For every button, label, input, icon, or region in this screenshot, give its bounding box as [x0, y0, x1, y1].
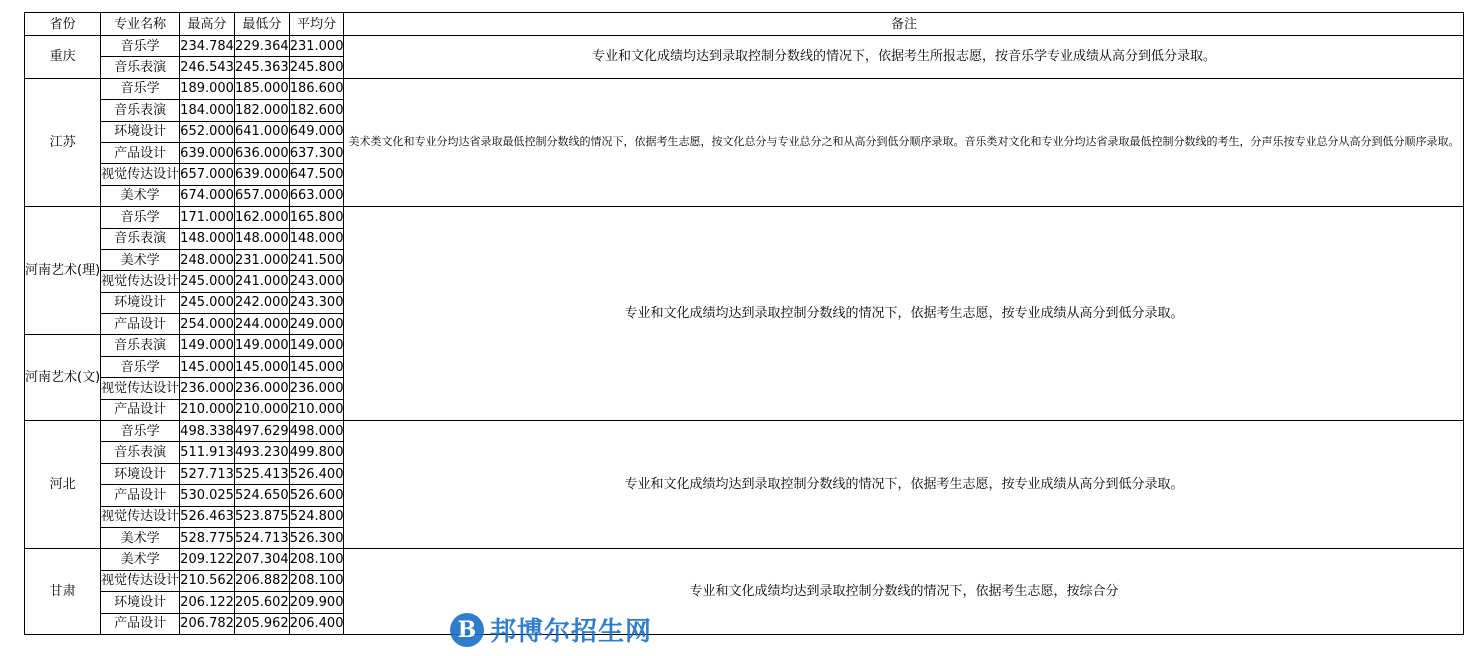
- max-score-cell: 148.000: [180, 228, 235, 249]
- major-cell: 视觉传达设计: [101, 378, 180, 399]
- major-cell: 产品设计: [101, 399, 180, 420]
- remarks-cell: [344, 36, 1464, 79]
- min-score-cell: 229.364: [234, 36, 289, 57]
- min-score-cell: 493.230: [234, 442, 289, 463]
- max-score-cell: 234.784: [180, 36, 235, 57]
- min-score-cell: 148.000: [234, 228, 289, 249]
- major-cell: 环境设计: [101, 463, 180, 484]
- major-cell: 美术学: [101, 549, 180, 570]
- max-score-cell: 639.000: [180, 142, 235, 163]
- major-cell: 音乐表演: [101, 442, 180, 463]
- min-score-cell: 182.000: [234, 100, 289, 121]
- major-cell: 环境设计: [101, 592, 180, 613]
- avg-score-cell: 249.000: [289, 314, 344, 335]
- min-score-cell: 231.000: [234, 249, 289, 270]
- min-score-cell: 205.602: [234, 592, 289, 613]
- avg-score-cell: 210.000: [289, 399, 344, 420]
- max-score-cell: 530.025: [180, 485, 235, 506]
- province-cell: 江苏: [25, 78, 101, 206]
- min-score-cell: 524.713: [234, 527, 289, 548]
- header-min-score: 最低分: [234, 13, 289, 36]
- avg-score-cell: 231.000: [289, 36, 344, 57]
- min-score-cell: 523.875: [234, 506, 289, 527]
- min-score-cell: 244.000: [234, 314, 289, 335]
- min-score-cell: 639.000: [234, 164, 289, 185]
- avg-score-cell: 236.000: [289, 378, 344, 399]
- max-score-cell: 245.000: [180, 271, 235, 292]
- header-avg-score: 平均分: [289, 13, 344, 36]
- score-table: [24, 12, 1464, 635]
- max-score-cell: 245.000: [180, 292, 235, 313]
- province-cell: 河北: [25, 421, 101, 549]
- major-cell: 产品设计: [101, 142, 180, 163]
- watermark-text: 邦博尔招生网: [489, 617, 652, 647]
- remarks-cell: [344, 207, 1464, 421]
- major-cell: 视觉传达设计: [101, 570, 180, 591]
- min-score-cell: 185.000: [234, 78, 289, 99]
- avg-score-cell: 524.800: [289, 506, 344, 527]
- avg-score-cell: 526.300: [289, 527, 344, 548]
- min-score-cell: 206.882: [234, 570, 289, 591]
- avg-score-cell: 182.600: [289, 100, 344, 121]
- major-cell: 音乐表演: [101, 335, 180, 356]
- remarks-cell: [344, 421, 1464, 549]
- remarks-text: 专业和文化成绩均达到录取控制分数线的情况下，依据考生志愿，按专业成绩从高分到低分录取。: [624, 306, 1184, 322]
- avg-score-cell: 498.000: [289, 421, 344, 442]
- min-score-cell: 207.304: [234, 549, 289, 570]
- avg-score-cell: 499.800: [289, 442, 344, 463]
- major-cell: 音乐学: [101, 207, 180, 228]
- min-score-cell: 205.962: [234, 613, 289, 634]
- major-cell: 音乐学: [101, 421, 180, 442]
- remarks-text: 专业和文化成绩均达到录取控制分数线的情况下，依据考生所报志愿，按音乐学专业成绩从高分到低分录取。: [591, 49, 1216, 65]
- remarks-text: 专业和文化成绩均达到录取控制分数线的情况下，依据考生志愿，按专业成绩从高分到低分录取。: [624, 477, 1184, 493]
- max-score-cell: 527.713: [180, 463, 235, 484]
- major-cell: 视觉传达设计: [101, 506, 180, 527]
- max-score-cell: 674.000: [180, 185, 235, 206]
- major-cell: 视觉传达设计: [101, 164, 180, 185]
- major-cell: 产品设计: [101, 485, 180, 506]
- avg-score-cell: 647.500: [289, 164, 344, 185]
- major-cell: 音乐表演: [101, 228, 180, 249]
- max-score-cell: 210.562: [180, 570, 235, 591]
- max-score-cell: 248.000: [180, 249, 235, 270]
- max-score-cell: 210.000: [180, 399, 235, 420]
- max-score-cell: 206.782: [180, 613, 235, 634]
- min-score-cell: 641.000: [234, 121, 289, 142]
- max-score-cell: 254.000: [180, 314, 235, 335]
- avg-score-cell: 165.800: [289, 207, 344, 228]
- table-row: [25, 78, 1464, 99]
- major-cell: 美术学: [101, 249, 180, 270]
- remarks-cell: [344, 78, 1464, 206]
- header-remarks: 备注: [344, 13, 1464, 36]
- major-cell: 美术学: [101, 185, 180, 206]
- max-score-cell: 526.463: [180, 506, 235, 527]
- avg-score-cell: 208.100: [289, 549, 344, 570]
- avg-score-cell: 145.000: [289, 356, 344, 377]
- avg-score-cell: 148.000: [289, 228, 344, 249]
- table-row: [25, 36, 1464, 57]
- avg-score-cell: 526.400: [289, 463, 344, 484]
- min-score-cell: 145.000: [234, 356, 289, 377]
- table-row: [25, 421, 1464, 442]
- max-score-cell: 145.000: [180, 356, 235, 377]
- max-score-cell: 498.338: [180, 421, 235, 442]
- province-cell: 河南艺术(文): [25, 335, 101, 421]
- max-score-cell: 246.543: [180, 57, 235, 78]
- header-major: 专业名称: [101, 13, 180, 36]
- remarks-text: 专业和文化成绩均达到录取控制分数线的情况下，依据考生志愿，按综合分: [689, 584, 1119, 600]
- major-cell: 产品设计: [101, 613, 180, 634]
- header-province: 省份: [25, 13, 101, 36]
- max-score-cell: 528.775: [180, 527, 235, 548]
- avg-score-cell: 206.400: [289, 613, 344, 634]
- max-score-cell: 236.000: [180, 378, 235, 399]
- major-cell: 音乐学: [101, 78, 180, 99]
- major-cell: 音乐表演: [101, 57, 180, 78]
- major-cell: 音乐学: [101, 356, 180, 377]
- major-cell: 音乐表演: [101, 100, 180, 121]
- min-score-cell: 210.000: [234, 399, 289, 420]
- province-cell: 河南艺术(理): [25, 207, 101, 335]
- avg-score-cell: 649.000: [289, 121, 344, 142]
- min-score-cell: 497.629: [234, 421, 289, 442]
- watermark-logo-icon: B: [450, 613, 484, 647]
- major-cell: 视觉传达设计: [101, 271, 180, 292]
- avg-score-cell: 149.000: [289, 335, 344, 356]
- province-cell: 重庆: [25, 36, 101, 79]
- table-row: [25, 207, 1464, 228]
- min-score-cell: 525.413: [234, 463, 289, 484]
- major-cell: 环境设计: [101, 292, 180, 313]
- min-score-cell: 241.000: [234, 271, 289, 292]
- min-score-cell: 636.000: [234, 142, 289, 163]
- avg-score-cell: 208.100: [289, 570, 344, 591]
- province-cell: 甘肃: [25, 549, 101, 635]
- max-score-cell: 206.122: [180, 592, 235, 613]
- table-row: [25, 549, 1464, 570]
- avg-score-cell: 186.600: [289, 78, 344, 99]
- min-score-cell: 236.000: [234, 378, 289, 399]
- min-score-cell: 242.000: [234, 292, 289, 313]
- avg-score-cell: 245.800: [289, 57, 344, 78]
- avg-score-cell: 243.000: [289, 271, 344, 292]
- major-cell: 音乐学: [101, 36, 180, 57]
- max-score-cell: 657.000: [180, 164, 235, 185]
- avg-score-cell: 637.300: [289, 142, 344, 163]
- min-score-cell: 657.000: [234, 185, 289, 206]
- max-score-cell: 652.000: [180, 121, 235, 142]
- min-score-cell: 524.650: [234, 485, 289, 506]
- max-score-cell: 209.122: [180, 549, 235, 570]
- avg-score-cell: 526.600: [289, 485, 344, 506]
- max-score-cell: 189.000: [180, 78, 235, 99]
- avg-score-cell: 209.900: [289, 592, 344, 613]
- max-score-cell: 511.913: [180, 442, 235, 463]
- watermark: [450, 611, 652, 648]
- avg-score-cell: 241.500: [289, 249, 344, 270]
- major-cell: 美术学: [101, 527, 180, 548]
- max-score-cell: 171.000: [180, 207, 235, 228]
- avg-score-cell: 663.000: [289, 185, 344, 206]
- avg-score-cell: 243.300: [289, 292, 344, 313]
- header-max-score: 最高分: [180, 13, 235, 36]
- min-score-cell: 245.363: [234, 57, 289, 78]
- major-cell: 环境设计: [101, 121, 180, 142]
- min-score-cell: 162.000: [234, 207, 289, 228]
- min-score-cell: 149.000: [234, 335, 289, 356]
- max-score-cell: 184.000: [180, 100, 235, 121]
- remarks-text: 美术类文化和专业分均达省录取最低控制分数线的情况下，依据考生志愿，按文化总分与专业总分之和从高分到低分顺序录取。音乐类对文化和专业分均达省录取最低控制分数线的考生，分声乐按专业总分从高分到低分顺序录取。: [348, 135, 1460, 149]
- header-row: [25, 13, 1464, 36]
- major-cell: 产品设计: [101, 314, 180, 335]
- max-score-cell: 149.000: [180, 335, 235, 356]
- table-body: [25, 36, 1464, 635]
